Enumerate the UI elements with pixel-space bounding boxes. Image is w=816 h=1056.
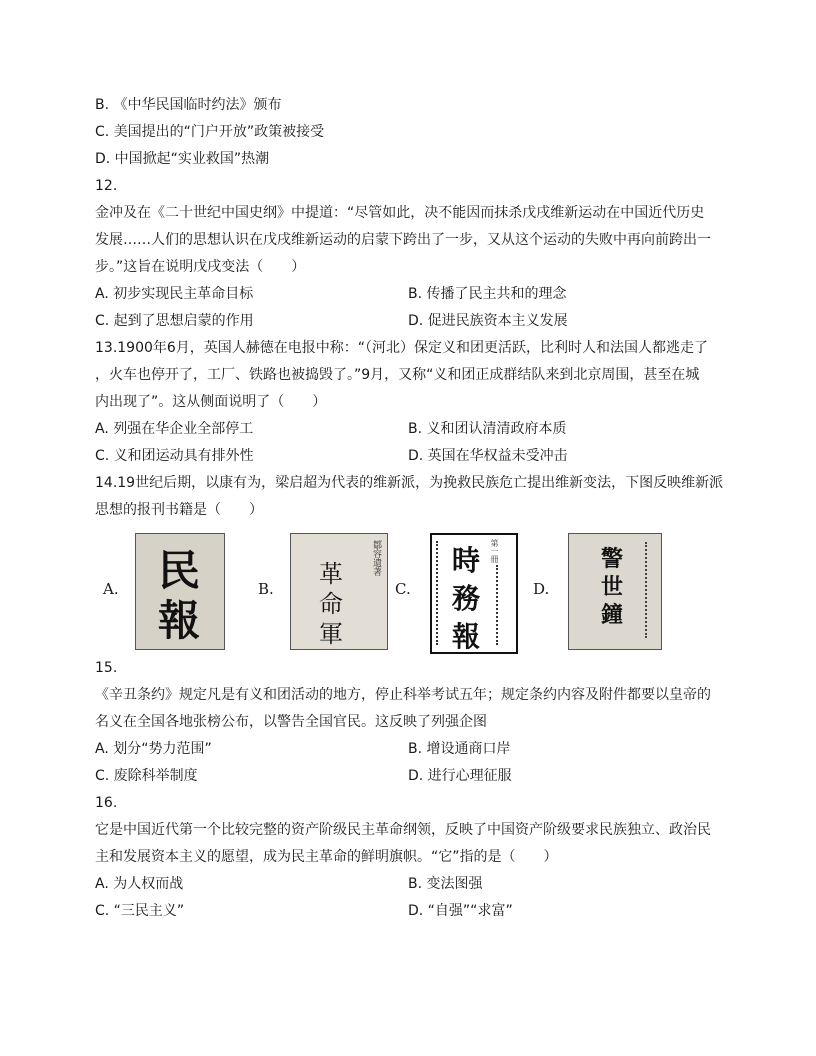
q13-option-d: D. 英国在华权益未受冲击 xyxy=(408,448,568,464)
q13-option-b: B. 义和团认清清政府本质 xyxy=(408,421,567,437)
q12-number: 12. xyxy=(95,178,118,194)
cover-b-char-3: 軍 xyxy=(319,620,343,648)
q15-option-c: C. 废除科举制度 xyxy=(95,768,198,784)
q15-stem-2: 名义在全国各地张榜公布，以警告全国官民。这反映了列强企图 xyxy=(95,714,487,730)
q16-option-c: C. “三民主义” xyxy=(95,903,185,919)
q12-option-b: B. 传播了民主共和的理念 xyxy=(408,286,567,302)
cover-shi-wu-bao xyxy=(430,533,518,654)
cover-min-bao xyxy=(135,533,225,650)
cover-d-char-2: 世 xyxy=(601,574,624,600)
q12-option-c: C. 起到了思想启蒙的作用 xyxy=(95,313,254,329)
image-label-a: A. xyxy=(103,580,119,598)
image-label-b: B. xyxy=(258,580,274,598)
cover-d-char-1: 警 xyxy=(601,546,624,572)
cover-b-char-1: 革 xyxy=(319,560,343,588)
q14-stem-2: 思想的报刊书籍是（ ） xyxy=(95,502,263,518)
q15-number: 15. xyxy=(95,660,118,676)
q13-option-c: C. 义和团运动具有排外性 xyxy=(95,448,254,464)
q15-option-a: A. 划分“势力范围” xyxy=(95,741,212,757)
q16-option-b: B. 变法图强 xyxy=(408,876,483,892)
cover-c-side-text xyxy=(436,541,444,645)
option-c-prev: C. 美国提出的“门户开放”政策被接受 xyxy=(95,124,325,140)
q15-option-b: B. 增设通商口岸 xyxy=(408,741,511,757)
image-label-c: C. xyxy=(395,580,411,598)
q16-option-a: A. 为人权而战 xyxy=(95,876,184,892)
q12-stem-1: 金冲及在《二十世纪中国史纲》中提道：“尽管如此，决不能因而抹杀戊戌维新运动在中国近代历史 xyxy=(95,205,705,221)
cover-ge-ming-jun xyxy=(290,533,388,650)
option-d-prev: D. 中国掀起“实业救国”热潮 xyxy=(95,151,270,167)
cover-d-side-text xyxy=(645,542,651,638)
q12-option-a: A. 初步实现民主革命目标 xyxy=(95,286,254,302)
cover-b-char-2: 命 xyxy=(319,590,343,618)
q16-stem-2: 主和发展资本主义的愿望，成为民主革命的鲜明旗帜。“它”指的是（ ） xyxy=(95,849,558,865)
q13-stem-2: ，火车也停开了，工厂、铁路也被捣毁了。”9月，又称“义和团正成群结队来到北京周围，甚至在城 xyxy=(95,367,700,383)
q15-option-d: D. 进行心理征服 xyxy=(408,768,512,784)
cover-c-char-1: 時 xyxy=(452,544,481,577)
image-label-d: D. xyxy=(533,580,550,598)
q13-stem-3: 内出现了”。这从侧面说明了（ ） xyxy=(95,394,327,410)
q13-stem-1: 13.1900年6月，英国人赫德在电报中称：“（河北）保定义和团更活跃，比利时人和法国人都逃走了 xyxy=(95,340,709,356)
q16-option-d: D. “自强”“求富” xyxy=(408,903,513,919)
cover-c-side-text-right xyxy=(496,565,504,645)
cover-a-char-1: 民 xyxy=(158,546,201,595)
cover-d-char-3: 鐘 xyxy=(601,602,624,628)
cover-b-author: 鄒容遺著 xyxy=(371,540,381,576)
q16-stem-1: 它是中国近代第一个比较完整的资产阶级民主革命纲领，反映了中国资产阶级要求民族独立、政治民 xyxy=(95,822,711,838)
option-b-prev: B. 《中华民国临时约法》颁布 xyxy=(95,97,282,113)
q12-option-d: D. 促进民族资本主义发展 xyxy=(408,313,568,329)
cover-c-char-2: 務 xyxy=(452,582,481,615)
q12-stem-3: 步。”这旨在说明戊戌变法（ ） xyxy=(95,259,306,275)
q16-number: 16. xyxy=(95,795,118,811)
cover-c-volume: 第一冊 xyxy=(490,539,499,563)
q12-stem-2: 发展……人们的思想认识在戊戌维新运动的启蒙下跨出了一步，又从这个运动的失败中再向前跨出一 xyxy=(95,232,711,248)
q14-stem-1: 14.19世纪后期，以康有为，梁启超为代表的维新派，为挽救民族危亡提出维新变法，下图反映维新派 xyxy=(95,475,724,491)
cover-c-char-3: 報 xyxy=(452,620,481,653)
cover-a-char-2: 報 xyxy=(158,596,201,645)
cover-jing-shi-zhong xyxy=(568,533,662,650)
q15-stem-1: 《辛丑条约》规定凡是有义和团活动的地方，停止科举考试五年；规定条约内容及附件都要以皇帝的 xyxy=(95,687,711,703)
q13-option-a: A. 列强在华企业全部停工 xyxy=(95,421,254,437)
